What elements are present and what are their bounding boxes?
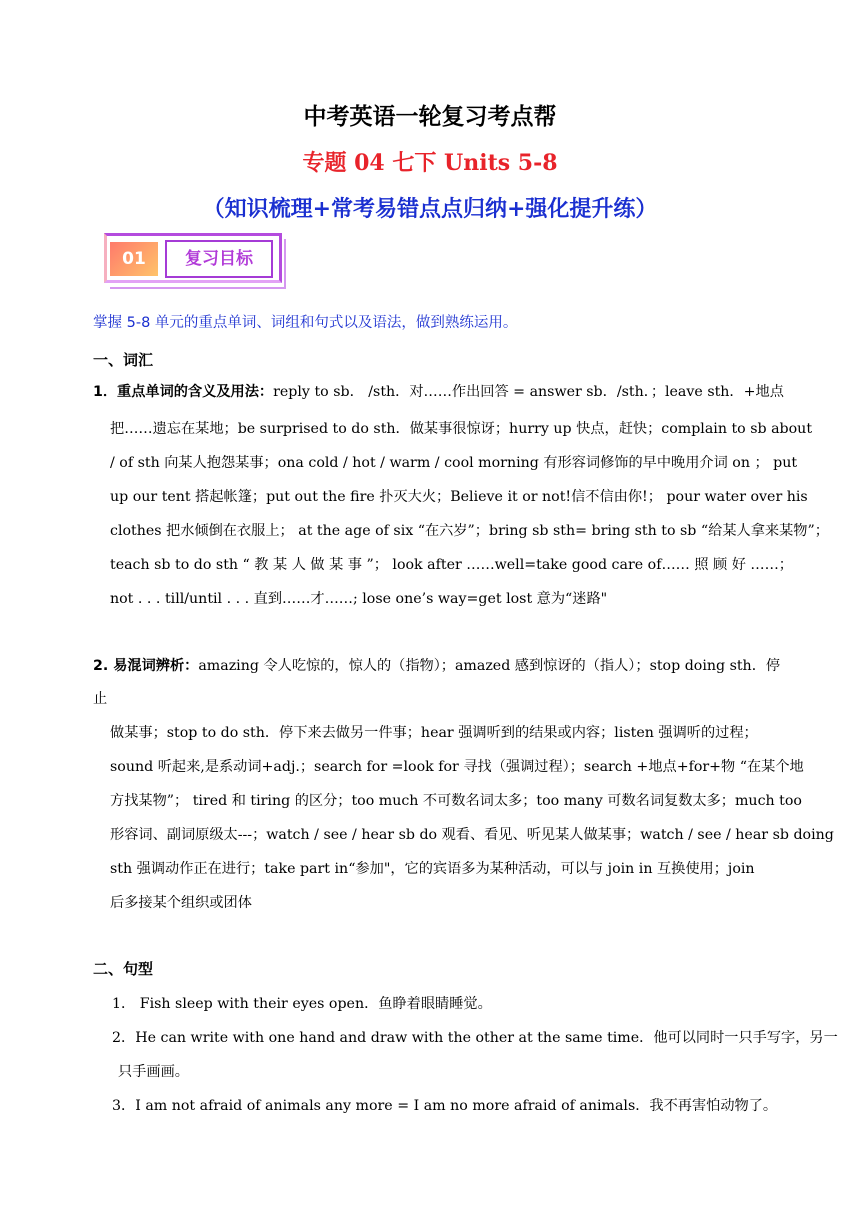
item-1-line-5: clothes 把水倾倒在衣服上； at the age of six “在六岁”；bring sb sth= bring sth to sb “给某人拿来某物”；	[110, 523, 829, 539]
item-2-line-4: 方找某物”； tired 和 tiring 的区分；too much 不可数名词太多；too many 可数名词复数太多；much too	[110, 793, 802, 809]
vocab-item-1	[93, 376, 784, 410]
sentence-2: 2．He can write with one hand and draw with the other at the same time．他可以同时一只手写字，另一	[112, 1030, 838, 1046]
item-2-wrap: 止	[93, 691, 108, 707]
item-2-line-1: amazing 令人吃惊的，惊人的（指物）；amazed 感到惊讶的（指人）；stop doing sth．停	[198, 658, 781, 674]
item-1-line-1: reply to sb． /sth．对……作出回答 = answer sb．/sth．；leave sth．+地点	[273, 384, 784, 400]
badge-number: 01	[110, 242, 158, 276]
item-1-line-3: / of sth 向某人抱怨某事；ona cold / hot / warm / cool morning 有形容词修饰的早中晚用介词 on ； put	[110, 455, 798, 471]
section-heading-sentences: 二、句型	[93, 960, 154, 978]
section-heading-vocabulary: 一、词汇	[93, 351, 154, 369]
sentence-1: 1． Fish sleep with their eyes open．鱼睁着眼睛睡觉。	[112, 996, 492, 1012]
item-2-line-2: 做某事；stop to do sth．停下来去做另一件事；hear 强调听到的结果或内容；listen 强调听的过程；	[110, 725, 758, 741]
sentence-2-wrap: 只手画画。	[118, 1064, 189, 1080]
document-title: 中考英语一轮复习考点帮	[303, 103, 557, 130]
item-1-line-2: 把……遗忘在某地；be surprised to do sth．做某事很惊讶；hurry up 快点，赶快；complain to sb about	[110, 421, 813, 437]
item-2-line-5: 形容词、副词原级太---；watch / see / hear sb do 观看、看见、听见某人做某事；watch / see / hear sb doing	[110, 827, 834, 843]
item-2-line-3: sound 听起来,是系动词+adj.；search for =look for 寻找（强调过程）；search +地点+for+物 “在某个地	[110, 759, 804, 775]
badge-label: 复习目标	[165, 240, 273, 278]
document-subtitle: 专题 04 七下 Units 5-8	[302, 150, 558, 176]
item-2-line-7: 后多接某个组织或团体	[110, 895, 252, 911]
review-goal: 掌握 5-8 单元的重点单词、词组和句式以及语法，做到熟练运用。	[93, 315, 518, 331]
item-1-line-7: not . . . till/until . . . 直到……才……; lose one’s way=get lost 意为“迷路"	[110, 591, 608, 607]
sentence-3: 3．I am not afraid of animals any more = I am no more afraid of animals．我不再害怕动物了。	[112, 1098, 778, 1114]
document-subtitle-2: （知识梳理+常考易错点点归纳+强化提升练）	[202, 196, 658, 222]
item-1-line-6: teach sb to do sth “ 教 某 人 做 某 事 ”； look after ……well=take good care of…… 照 顾 好 ……；	[110, 557, 793, 573]
item-2-label: 2. 易混词辨析：	[93, 658, 199, 674]
item-1-line-4: up our tent 搭起帐篷；put out the fire 扑灭大火；Believe it or not!信不信由你!； pour water over his	[110, 489, 808, 505]
item-1-label: 1．重点单词的含义及用法：	[93, 384, 274, 400]
item-2-line-6: sth 强调动作正在进行；take part in“参加"，它的宾语多为某种活动，可以与 join in 互换使用；join	[110, 861, 755, 877]
vocab-item-2	[93, 655, 781, 675]
section-badge	[104, 233, 286, 289]
